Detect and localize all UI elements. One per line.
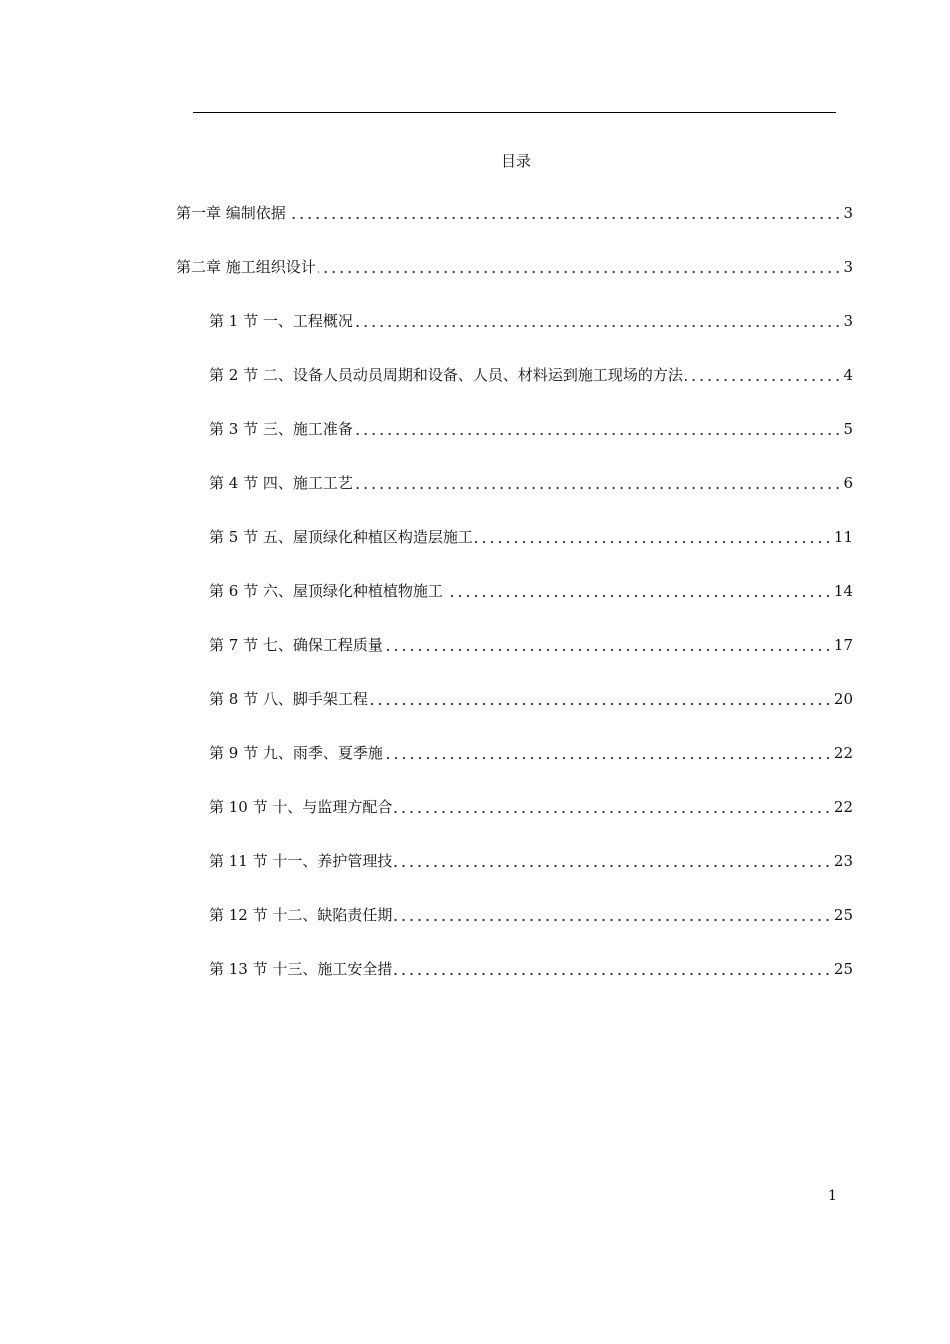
toc-entry-label: 第 3 节 三、施工准备	[209, 420, 353, 438]
toc-entry-page: 25	[833, 960, 853, 978]
toc-entry[interactable]	[209, 958, 853, 982]
toc-title: 目录	[500, 152, 531, 170]
toc-entry[interactable]	[209, 526, 853, 550]
toc-entry-label: 第 5 节 五、屋顶绿化种植区构造层施工	[209, 528, 473, 546]
toc-entry-page: 3	[843, 258, 853, 276]
dot-leader	[318, 270, 842, 274]
toc-entry-label: 第 7 节 七、确保工程质量	[209, 636, 383, 654]
footer-page-number: 1	[828, 1188, 837, 1204]
toc-entry[interactable]	[209, 580, 853, 604]
dot-leader	[355, 324, 842, 328]
toc-entry-label: 第二章 施工组织设计	[176, 258, 316, 276]
dot-leader	[385, 648, 832, 652]
toc-entry[interactable]	[209, 310, 853, 334]
toc-entry[interactable]	[209, 688, 853, 712]
dot-leader	[394, 810, 832, 814]
toc-entry-label: 第一章 编制依据	[176, 204, 286, 222]
toc-entry-label: 第 6 节 六、屋顶绿化种植植物施工	[209, 582, 443, 600]
header-rule	[193, 112, 836, 113]
toc-entry[interactable]	[209, 904, 853, 928]
dot-leader	[394, 918, 832, 922]
toc-entry-label: 第 4 节 四、施工工艺	[209, 474, 353, 492]
toc-entry-page: 17	[833, 636, 853, 654]
dot-leader	[685, 378, 842, 382]
dot-leader	[394, 864, 832, 868]
toc-entry-label: 第 8 节 八、脚手架工程	[209, 690, 368, 708]
toc-entry-page: 4	[843, 366, 853, 384]
toc-entry-label: 第 11 节 十一、养护管理技	[209, 852, 393, 870]
dot-leader	[355, 486, 842, 490]
toc-entry-page: 3	[843, 312, 853, 330]
toc-entry[interactable]	[176, 202, 853, 226]
dot-leader	[385, 756, 832, 760]
toc-entry-page: 14	[833, 582, 853, 600]
toc-entry[interactable]	[209, 634, 853, 658]
toc-entry-page: 25	[833, 906, 853, 924]
toc-entry-label: 第 12 节 十二、缺陷责任期	[209, 906, 393, 924]
toc-entry-label: 第 9 节 九、雨季、夏季施	[209, 744, 383, 762]
toc-entry-page: 3	[843, 204, 853, 222]
toc-entry-label: 第 2 节 二、设备人员动员周期和设备、人员、材料运到施工现场的方法	[209, 366, 683, 384]
dot-leader	[394, 972, 832, 976]
toc-entry[interactable]	[209, 742, 853, 766]
toc-entry[interactable]	[209, 418, 853, 442]
toc-entry[interactable]	[209, 472, 853, 496]
toc-entry-page: 20	[833, 690, 853, 708]
toc-entry-page: 23	[833, 852, 853, 870]
toc-entry-page: 22	[833, 798, 853, 816]
dot-leader	[475, 540, 832, 544]
toc-entry-label: 第 13 节 十三、施工安全措	[209, 960, 393, 978]
dot-leader	[355, 432, 842, 436]
toc-entry-page: 11	[833, 528, 853, 546]
toc-entry-label: 第 10 节 十、与监理方配合	[209, 798, 393, 816]
toc-entry-page: 5	[843, 420, 853, 438]
toc-entry[interactable]	[176, 256, 853, 280]
dot-leader	[288, 216, 842, 220]
dot-leader	[370, 702, 832, 706]
toc-entry[interactable]	[209, 850, 853, 874]
toc-entry[interactable]	[209, 364, 853, 388]
toc-entry-page: 22	[833, 744, 853, 762]
dot-leader	[445, 594, 832, 598]
toc-entry-label: 第 1 节 一、工程概况	[209, 312, 353, 330]
toc-entry[interactable]	[209, 796, 853, 820]
toc-entry-page: 6	[843, 474, 853, 492]
